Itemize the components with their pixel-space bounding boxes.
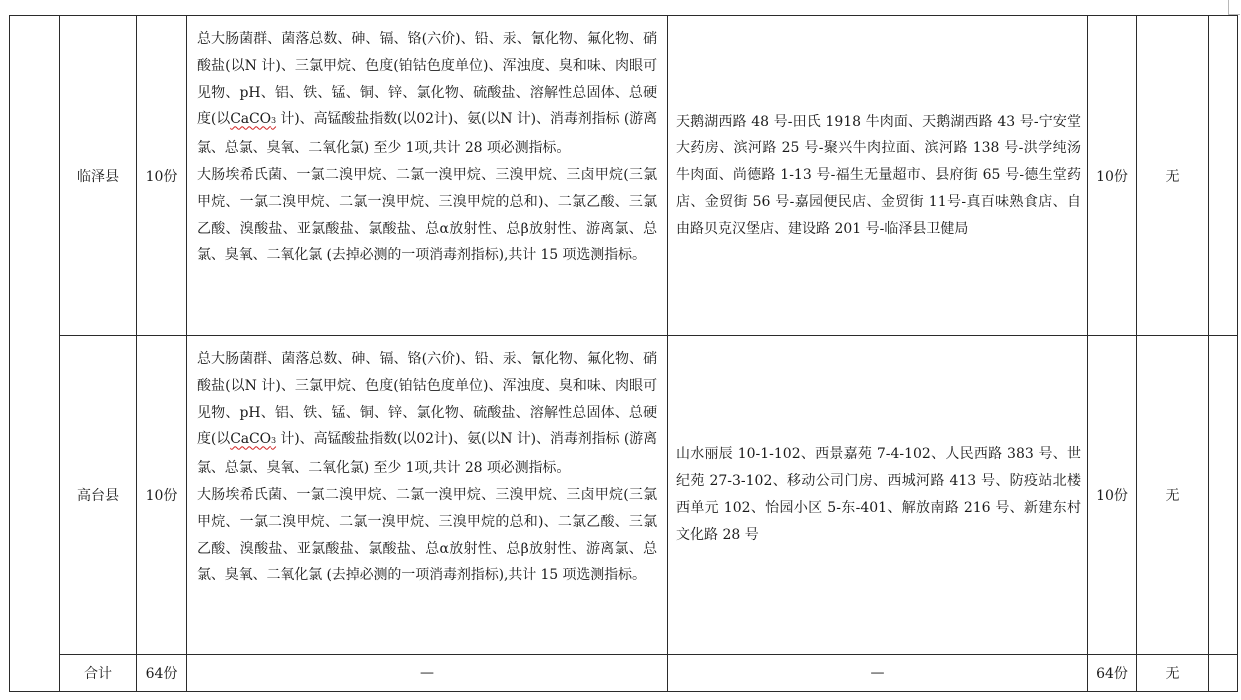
optional-items-text: 大肠埃希氏菌、一氯二溴甲烷、二氯一溴甲烷、三溴甲烷、三卤甲烷(三氯甲烷、一氯二溴甲烷、二氯一溴甲烷、三溴甲烷的总和)、二氯乙酸、三氯乙酸、溴酸盐、亚氯酸盐、氯酸盐、总α放射性、总β放射性、游离氯、总氯、臭氧、二氧化氯 (去掉必测的一项消毒剂指标),共计 15 项选测指标。	[197, 166, 657, 264]
total-row	[10, 655, 1238, 692]
total-remark-cell: 无	[1137, 655, 1209, 692]
required-items-tail: 计)、高锰酸盐指数(以02计)、氨(以N 计)、消毒剂指标 (游离氯、总氯、臭氧、二氧化氯) 至少 1项,共计 28 项必测指标。	[197, 431, 657, 477]
blank-left-cell	[10, 16, 60, 692]
total-locations-dash: —	[668, 655, 1088, 692]
blank-right-cell	[1209, 336, 1238, 655]
total-items-dash: —	[187, 655, 668, 692]
county-cell: 高台县	[60, 336, 137, 655]
optional-items-text: 大肠埃希氏菌、一氯二溴甲烷、二氯一溴甲烷、三溴甲烷、三卤甲烷(三氯甲烷、一氯二溴甲烷、二氯一溴甲烷、三溴甲烷的总和)、二氯乙酸、三氯乙酸、溴酸盐、亚氯酸盐、氯酸盐、总α放射性、总β放射性、游离氯、总氯、臭氧、二氧化氯 (去掉必测的一项消毒剂指标),共计 15 项选测指标。	[197, 486, 657, 584]
page-corner-mark-v	[1228, 0, 1229, 15]
total-sample-count-cell: 64份	[137, 655, 187, 692]
table-row	[10, 16, 1238, 336]
test-items-cell	[187, 336, 668, 655]
remark-cell: 无	[1137, 16, 1209, 336]
sample-count-cell: 10份	[137, 16, 187, 336]
formula-base: CaCO	[230, 111, 272, 128]
sampling-table	[9, 15, 1238, 692]
required-items-text: 总大肠菌群、菌落总数、砷、镉、铬(六价)、铅、汞、氰化物、氟化物、硝酸盐(以N 计)、三氯甲烷、色度(铂钴色度单位)、浑浊度、臭和味、肉眼可见物、pH、铝、铁、锰、铜、锌、氯化物、硫酸盐、溶解性总固体、总硬度(以	[197, 351, 657, 448]
table-row	[10, 336, 1238, 655]
formula-subscript: 3	[271, 116, 277, 126]
formula-text	[230, 431, 276, 447]
county-cell: 临泽县	[60, 16, 137, 336]
blank-right-cell	[1209, 16, 1238, 336]
formula-text	[230, 111, 276, 127]
remark-cell: 无	[1137, 336, 1209, 655]
locations-cell: 天鹅湖西路 48 号-田氏 1918 牛肉面、天鹅湖西路 43 号-宁安堂大药房、滨河路 25 号-聚兴牛肉拉面、滨河路 138 号-洪学纯汤牛肉面、尚德路 1-13 号-福生无量超市、县府街 65 号-德生堂药店、金贸街 56 号-嘉园便民店、金贸街 11号-真百味熟食店、自由路贝克汉堡店、建设路 201 号-临泽县卫健局	[668, 16, 1088, 336]
test-items-cell	[187, 16, 668, 336]
total-label-cell: 合计	[60, 655, 137, 692]
required-items-text: 总大肠菌群、菌落总数、砷、镉、铬(六价)、铅、汞、氰化物、氟化物、硝酸盐(以N 计)、三氯甲烷、色度(铂钴色度单位)、浑浊度、臭和味、肉眼可见物、pH、铝、铁、锰、铜、锌、氯化物、硫酸盐、溶解性总固体、总硬度(以	[197, 31, 657, 128]
total-count-cell: 64份	[1088, 655, 1137, 692]
locations-cell: 山水丽辰 10-1-102、西景嘉苑 7-4-102、人民西路 383 号、世纪苑 27-3-102、移动公司门房、西城河路 413 号、防疫站北楼西单元 102、怡园小区 5-东-401、解放南路 216 号、新建东村文化路 28 号	[668, 336, 1088, 655]
formula-subscript: 3	[271, 436, 277, 446]
count-cell: 10份	[1088, 336, 1137, 655]
required-items-tail: 计)、高锰酸盐指数(以02计)、氨(以N 计)、消毒剂指标 (游离氯、总氯、臭氧、二氧化氯) 至少 1项,共计 28 项必测指标。	[197, 111, 657, 157]
formula-base: CaCO	[230, 431, 272, 448]
sample-count-cell: 10份	[137, 336, 187, 655]
blank-right-cell	[1209, 655, 1238, 692]
count-cell: 10份	[1088, 16, 1137, 336]
